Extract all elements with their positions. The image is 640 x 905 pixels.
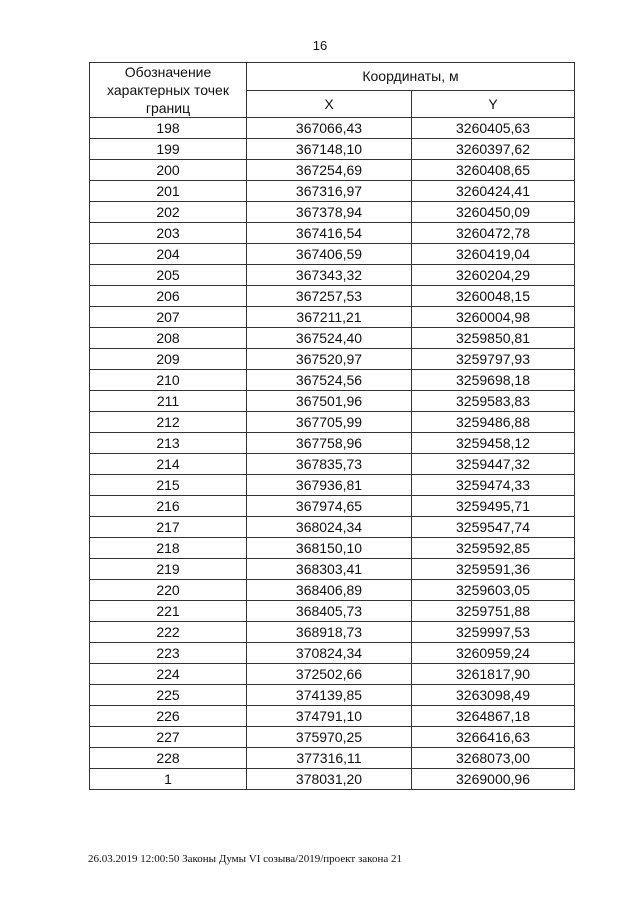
cell-point: 205 <box>90 265 247 286</box>
cell-x: 368405,73 <box>247 601 412 622</box>
cell-point: 217 <box>90 517 247 538</box>
cell-x: 372502,66 <box>247 664 412 685</box>
table-row <box>90 223 575 244</box>
cell-y: 3260204,29 <box>412 265 575 286</box>
table-row <box>90 265 575 286</box>
cell-x: 368150,10 <box>247 538 412 559</box>
cell-y: 3259997,53 <box>412 622 575 643</box>
cell-y: 3259603,05 <box>412 580 575 601</box>
table-row <box>90 202 575 223</box>
cell-point: 204 <box>90 244 247 265</box>
cell-x: 374139,85 <box>247 685 412 706</box>
cell-y: 3259458,12 <box>412 433 575 454</box>
table-row <box>90 160 575 181</box>
cell-x: 367211,21 <box>247 307 412 328</box>
table-row <box>90 118 575 139</box>
cell-point: 199 <box>90 139 247 160</box>
cell-point: 223 <box>90 643 247 664</box>
cell-point: 208 <box>90 328 247 349</box>
cell-point: 226 <box>90 706 247 727</box>
header-y: Y <box>412 90 575 118</box>
cell-point: 211 <box>90 391 247 412</box>
cell-x: 374791,10 <box>247 706 412 727</box>
table-row <box>90 748 575 769</box>
cell-y: 3259591,36 <box>412 559 575 580</box>
cell-y: 3263098,49 <box>412 685 575 706</box>
cell-x: 367066,43 <box>247 118 412 139</box>
cell-y: 3260397,62 <box>412 139 575 160</box>
table-row <box>90 181 575 202</box>
cell-x: 367257,53 <box>247 286 412 307</box>
header-x: X <box>247 90 412 118</box>
cell-point: 215 <box>90 475 247 496</box>
cell-x: 367406,59 <box>247 244 412 265</box>
cell-x: 367705,99 <box>247 412 412 433</box>
cell-x: 367524,40 <box>247 328 412 349</box>
cell-y: 3260048,15 <box>412 286 575 307</box>
cell-point: 213 <box>90 433 247 454</box>
cell-point: 221 <box>90 601 247 622</box>
cell-x: 367501,96 <box>247 391 412 412</box>
cell-point: 209 <box>90 349 247 370</box>
cell-x: 367343,32 <box>247 265 412 286</box>
cell-x: 367974,65 <box>247 496 412 517</box>
table-row <box>90 412 575 433</box>
cell-point: 202 <box>90 202 247 223</box>
coordinates-table <box>89 62 575 790</box>
cell-y: 3264867,18 <box>412 706 575 727</box>
cell-y: 3260450,09 <box>412 202 575 223</box>
cell-y: 3260405,63 <box>412 118 575 139</box>
cell-x: 367316,97 <box>247 181 412 202</box>
table-body <box>90 118 575 790</box>
cell-point: 225 <box>90 685 247 706</box>
cell-y: 3259850,81 <box>412 328 575 349</box>
table-row <box>90 517 575 538</box>
cell-point: 214 <box>90 454 247 475</box>
cell-point: 219 <box>90 559 247 580</box>
cell-point: 224 <box>90 664 247 685</box>
cell-point: 218 <box>90 538 247 559</box>
cell-x: 377316,11 <box>247 748 412 769</box>
table-row <box>90 538 575 559</box>
cell-y: 3259474,33 <box>412 475 575 496</box>
cell-y: 3260419,04 <box>412 244 575 265</box>
cell-x: 370824,34 <box>247 643 412 664</box>
table-row <box>90 286 575 307</box>
cell-x: 367148,10 <box>247 139 412 160</box>
table-row <box>90 496 575 517</box>
cell-x: 367378,94 <box>247 202 412 223</box>
cell-x: 368024,34 <box>247 517 412 538</box>
cell-x: 375970,25 <box>247 727 412 748</box>
table-row <box>90 643 575 664</box>
table-row <box>90 244 575 265</box>
cell-point: 216 <box>90 496 247 517</box>
cell-x: 368918,73 <box>247 622 412 643</box>
table-row <box>90 391 575 412</box>
cell-y: 3259447,32 <box>412 454 575 475</box>
cell-x: 367524,56 <box>247 370 412 391</box>
table-row <box>90 328 575 349</box>
table-row <box>90 139 575 160</box>
cell-y: 3269000,96 <box>412 769 575 790</box>
table-row <box>90 349 575 370</box>
cell-x: 368406,89 <box>247 580 412 601</box>
header-coordinates: Координаты, м <box>247 63 575 91</box>
table-row <box>90 685 575 706</box>
table-row <box>90 454 575 475</box>
cell-y: 3259547,74 <box>412 517 575 538</box>
cell-y: 3259751,88 <box>412 601 575 622</box>
cell-point: 222 <box>90 622 247 643</box>
table-row <box>90 769 575 790</box>
cell-y: 3259486,88 <box>412 412 575 433</box>
cell-y: 3259495,71 <box>412 496 575 517</box>
cell-x: 367416,54 <box>247 223 412 244</box>
cell-y: 3259592,85 <box>412 538 575 559</box>
cell-x: 367758,96 <box>247 433 412 454</box>
table-row <box>90 433 575 454</box>
table-row <box>90 664 575 685</box>
cell-point: 206 <box>90 286 247 307</box>
table-row <box>90 706 575 727</box>
cell-y: 3260004,98 <box>412 307 575 328</box>
table-row <box>90 580 575 601</box>
cell-point: 227 <box>90 727 247 748</box>
cell-point: 198 <box>90 118 247 139</box>
cell-point: 1 <box>90 769 247 790</box>
cell-y: 3261817,90 <box>412 664 575 685</box>
cell-x: 378031,20 <box>247 769 412 790</box>
table-row <box>90 601 575 622</box>
cell-point: 207 <box>90 307 247 328</box>
cell-y: 3259583,83 <box>412 391 575 412</box>
cell-point: 203 <box>90 223 247 244</box>
cell-y: 3268073,00 <box>412 748 575 769</box>
table-row <box>90 475 575 496</box>
cell-y: 3259698,18 <box>412 370 575 391</box>
table-row <box>90 559 575 580</box>
cell-y: 3260408,65 <box>412 160 575 181</box>
footer-stamp: 26.03.2019 12:00:50 Законы Думы VI созыва/2019/проект закона 21 <box>88 853 402 865</box>
table-row <box>90 370 575 391</box>
cell-x: 368303,41 <box>247 559 412 580</box>
cell-x: 367520,97 <box>247 349 412 370</box>
cell-point: 220 <box>90 580 247 601</box>
cell-point: 228 <box>90 748 247 769</box>
cell-y: 3266416,63 <box>412 727 575 748</box>
header-designation: Обозначение характерных точек границ <box>90 63 247 118</box>
page-number: 16 <box>312 38 328 53</box>
table-row <box>90 622 575 643</box>
cell-x: 367254,69 <box>247 160 412 181</box>
cell-y: 3260959,24 <box>412 643 575 664</box>
cell-y: 3260424,41 <box>412 181 575 202</box>
table-row <box>90 307 575 328</box>
cell-x: 367936,81 <box>247 475 412 496</box>
cell-point: 210 <box>90 370 247 391</box>
cell-point: 201 <box>90 181 247 202</box>
cell-y: 3260472,78 <box>412 223 575 244</box>
cell-x: 367835,73 <box>247 454 412 475</box>
cell-point: 200 <box>90 160 247 181</box>
cell-y: 3259797,93 <box>412 349 575 370</box>
table-row <box>90 727 575 748</box>
cell-point: 212 <box>90 412 247 433</box>
